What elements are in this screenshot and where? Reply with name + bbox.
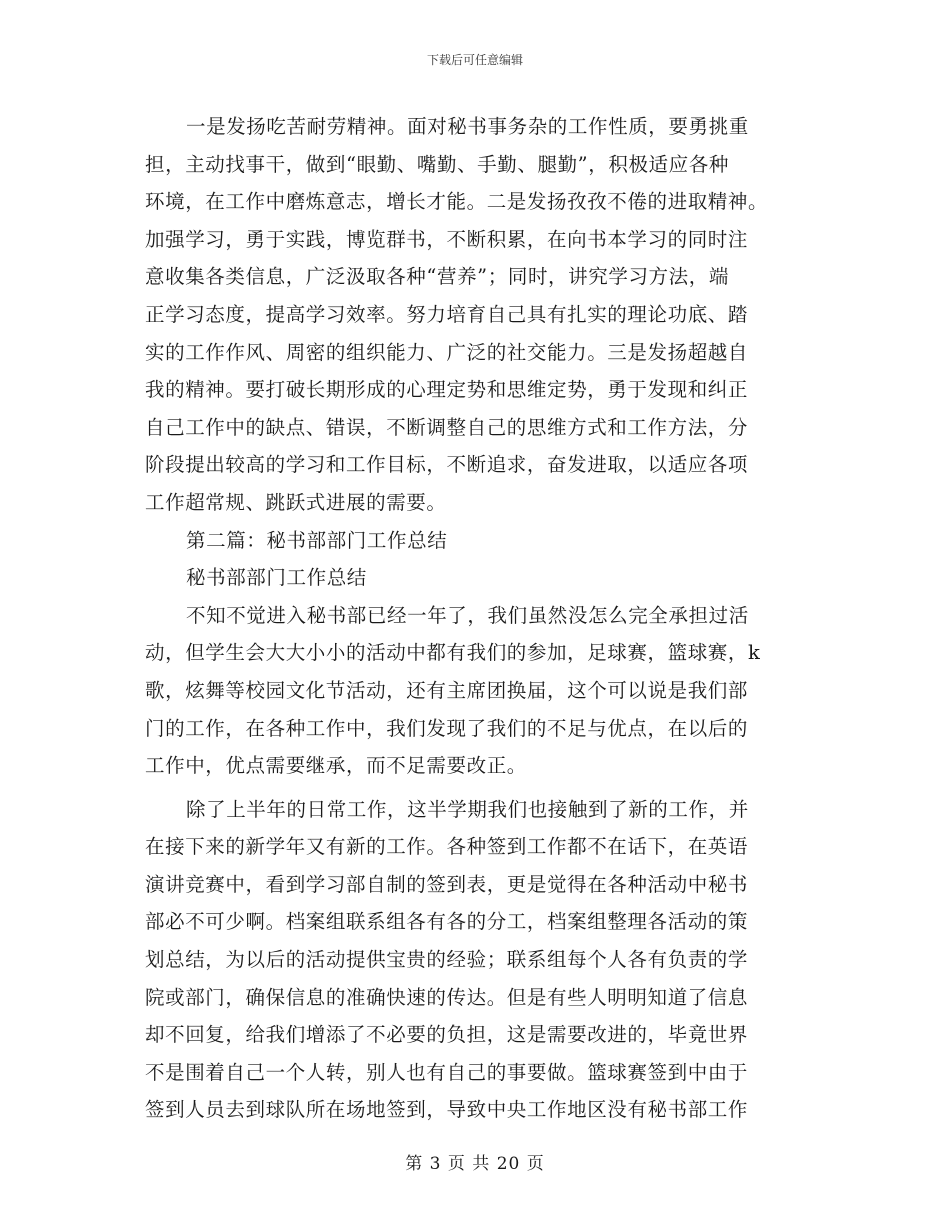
document-body <box>145 108 807 1129</box>
page-header: 下载后可任意编辑 <box>426 53 523 67</box>
text-line: 加强学习，勇于实践，博览群书，不断积累，在向书本学习的同时注 <box>145 227 749 251</box>
text-line: 自己工作中的缺点、错误，不断调整自己的思维方式和工作方法，分 <box>145 415 749 439</box>
text-line: 不是围着自己一个人转，别人也有自己的事要做。篮球赛签到中由于 <box>145 1060 749 1084</box>
text-line: 部必不可少啊。档案组联系组各有各的分工，档案组整理各活动的策 <box>145 910 749 934</box>
text-line: 歌，炫舞等校园文化节活动，还有主席团换届，这个可以说是我们部 <box>145 678 749 702</box>
text-line: 却不回复，给我们增添了不必要的负担，这是需要改进的，毕竟世界 <box>145 1023 749 1047</box>
text-line: 划总结，为以后的活动提供宝贵的经验；联系组每个人各有负责的学 <box>145 948 749 972</box>
text-line: 意收集各类信息，广泛汲取各种“营养”；同时，讲究学习方法，端 <box>145 265 729 289</box>
text-line: 实的工作作风、周密的组织能力、广泛的社交能力。三是发扬超越自 <box>145 340 749 364</box>
text-line: 除了上半年的日常工作，这半学期我们也接触到了新的工作，并 <box>186 797 749 821</box>
text-line: 不知不觉进入秘书部已经一年了，我们虽然没怎么完全承担过活 <box>186 603 749 627</box>
text-line: 担，主动找事干，做到“眼勤、嘴勤、手勤、腿勤”，积极适应各种 <box>145 152 729 176</box>
section-title: 秘书部部门工作总结 <box>186 566 367 590</box>
text-line: 阶段提出较高的学习和工作目标，不断追求，奋发进取，以适应各项 <box>145 453 749 477</box>
section-heading: 第二篇：秘书部部门工作总结 <box>186 528 448 552</box>
text-line: 正学习态度，提高学习效率。努力培育自己具有扎实的理论功底、踏 <box>145 302 749 326</box>
text-line: 签到人员去到球队所在场地签到，导致中央工作地区没有秘书部工作 <box>145 1098 749 1122</box>
page-number-footer: 第 3 页 共 20 页 <box>405 1154 545 1174</box>
text-line: 在接下来的新学年又有新的工作。各种签到工作都不在话下，在英语 <box>145 835 749 859</box>
text-line: 门的工作，在各种工作中，我们发现了我们的不足与优点，在以后的 <box>145 716 749 740</box>
text-line: 工作超常规、跳跃式进展的需要。 <box>145 490 447 514</box>
text-line: 动，但学生会大大小小的活动中都有我们的参加，足球赛，篮球赛，k <box>145 641 761 665</box>
text-line: 环境，在工作中磨炼意志，增长才能。二是发扬孜孜不倦的进取精神。 <box>145 190 769 214</box>
text-line: 我的精神。要打破长期形成的心理定势和思维定势，勇于发现和纠正 <box>145 378 749 402</box>
text-line: 院或部门，确保信息的准确快速的传达。但是有些人明明知道了信息 <box>145 985 749 1009</box>
text-line: 工作中，优点需要继承，而不足需要改正。 <box>145 754 527 778</box>
text-line: 一是发扬吃苦耐劳精神。面对秘书事务杂的工作性质，要勇挑重 <box>186 115 749 138</box>
text-line: 演讲竞赛中，看到学习部自制的签到表，更是觉得在各种活动中秘书 <box>145 872 749 896</box>
